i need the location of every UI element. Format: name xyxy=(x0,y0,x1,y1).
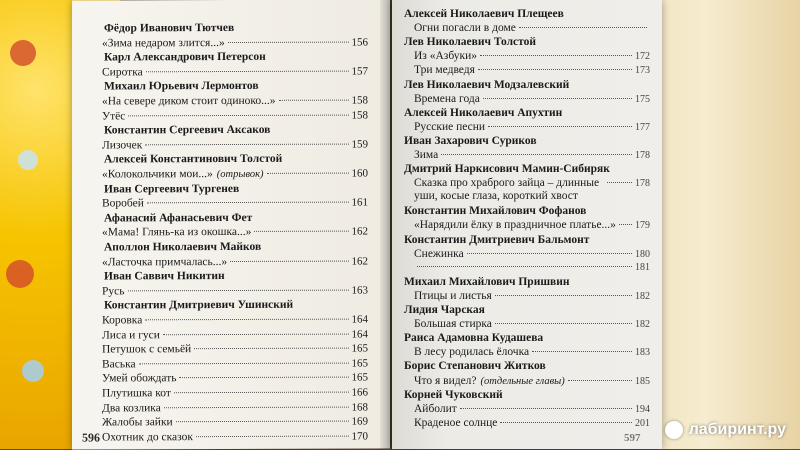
entry-title: Зима xyxy=(414,149,439,161)
cover-decoration xyxy=(18,150,38,170)
entry-page-number: 160 xyxy=(351,167,368,180)
dot-leader xyxy=(519,27,647,28)
toc-entry xyxy=(404,219,650,231)
entry-page-number: 185 xyxy=(635,375,650,387)
entry-title: Воробей xyxy=(102,197,144,210)
entry-page-number: 157 xyxy=(351,65,368,78)
author-name: Константин Дмитриевич Бальмонт xyxy=(404,233,590,246)
dot-leader xyxy=(607,182,632,183)
toc-author xyxy=(98,299,368,312)
entry-title: Огни погасли в доме xyxy=(414,22,516,35)
entry-page-number: 172 xyxy=(635,51,650,63)
entry-title: Коровка xyxy=(102,314,143,327)
entry-page-number: 168 xyxy=(351,401,368,414)
toc-author xyxy=(404,304,650,316)
dot-leader xyxy=(279,100,349,101)
entry-page-number: 177 xyxy=(635,121,650,133)
author-name: Корней Чуковский xyxy=(404,388,503,401)
entry-page-number: 164 xyxy=(351,313,368,326)
toc-author xyxy=(404,107,650,119)
entry-title: Времена года xyxy=(414,92,480,105)
entry-title: Русские песни xyxy=(414,120,486,133)
dot-leader xyxy=(500,422,632,423)
toc-entry xyxy=(404,346,650,358)
author-name: Иван Саввич Никитин xyxy=(104,270,225,283)
dot-leader xyxy=(147,202,349,204)
author-name: Алексей Николаевич Апухтин xyxy=(404,106,563,119)
entry-title: Краденое солнце xyxy=(414,416,498,429)
entry-title: «Ласточка примчалась...» xyxy=(102,255,228,269)
right-page xyxy=(392,0,662,449)
toc-entry xyxy=(98,65,368,78)
author-name: Фёдор Иванович Тютчев xyxy=(104,21,235,35)
dot-leader xyxy=(146,70,349,72)
author-name: Афанасий Афанасьевич Фет xyxy=(104,211,253,225)
toc-author xyxy=(404,276,650,288)
toc-entry xyxy=(404,50,650,62)
toc-entry xyxy=(98,138,368,151)
toc-entry xyxy=(404,64,650,76)
dot-leader xyxy=(532,351,632,352)
entry-title: Птицы и листья xyxy=(414,289,492,302)
toc-entry xyxy=(404,22,650,34)
entry-page-number: 180 xyxy=(635,248,650,260)
dot-leader xyxy=(568,380,632,381)
dot-leader xyxy=(176,421,349,423)
toc-entry xyxy=(98,357,368,370)
labirint-logo-icon xyxy=(665,421,683,439)
toc-entry xyxy=(404,121,650,133)
entry-title: Васька xyxy=(102,358,136,371)
toc-author xyxy=(404,36,650,48)
toc-entry xyxy=(404,248,650,260)
author-name: Константин Сергеевич Аксаков xyxy=(104,124,271,137)
dot-leader xyxy=(164,406,349,408)
dot-leader xyxy=(128,114,348,116)
entry-page-number: 182 xyxy=(635,319,650,331)
entry-title: Охотник до сказок xyxy=(102,430,193,444)
entry-title: Лиса и гуси xyxy=(102,328,160,342)
author-name: Лев Николаевич Толстой xyxy=(404,36,537,49)
dot-leader xyxy=(478,69,632,70)
entry-page-number: 162 xyxy=(351,255,368,268)
entry-title: Сказка про храброго зайца – длинные уши, косые глаза, короткий хвост xyxy=(414,177,600,203)
author-name: Михаил Юрьевич Лермонтов xyxy=(104,80,259,93)
author-name: Иван Захарович Суриков xyxy=(404,134,537,147)
dot-leader xyxy=(139,362,349,364)
toc-author xyxy=(98,22,368,35)
toc-author xyxy=(404,163,650,175)
cover-decoration xyxy=(22,360,44,382)
toc-author xyxy=(404,332,650,344)
entry-title: «На севере диком стоит одиноко...» xyxy=(102,94,276,108)
entry-title: Два козлика xyxy=(102,401,161,415)
entry-page-number: 181 xyxy=(635,261,650,273)
dot-leader xyxy=(145,319,348,321)
toc-entry xyxy=(404,93,650,105)
entry-title: Петушок с семьёй xyxy=(102,343,192,356)
toc-author xyxy=(404,234,650,246)
entry-title: «Нарядили ёлку в праздничное платье...» xyxy=(414,219,616,232)
toc-author xyxy=(404,135,650,147)
toc-author xyxy=(98,124,368,137)
toc-entry xyxy=(98,284,368,297)
entry-page-number: 170 xyxy=(351,430,368,443)
dot-leader xyxy=(163,333,349,335)
author-name: Борис Степанович Житков xyxy=(404,360,546,373)
toc-entry xyxy=(98,255,368,268)
entry-title: Утёс xyxy=(102,109,126,123)
watermark xyxy=(665,421,786,439)
toc-author xyxy=(98,211,368,224)
entry-page-number: 182 xyxy=(635,290,650,302)
dot-leader xyxy=(128,289,349,291)
toc-entry xyxy=(98,343,368,356)
author-name: Алексей Константинович Толстой xyxy=(104,153,283,166)
toc-author xyxy=(98,153,368,166)
dot-leader xyxy=(495,323,632,324)
author-name: Алексей Николаевич Плещеев xyxy=(404,8,564,20)
entry-title: Сиротка xyxy=(102,66,143,79)
toc-author xyxy=(98,270,368,283)
entry-title: Из «Азбуки» xyxy=(414,50,477,63)
entry-page-number: 166 xyxy=(351,386,368,399)
entry-title: Жалобы зайки xyxy=(102,416,173,429)
dot-leader xyxy=(467,253,632,254)
toc-author xyxy=(98,51,368,64)
entry-title: Снежинка xyxy=(414,247,464,260)
toc-entry xyxy=(98,109,368,122)
toc-author xyxy=(404,389,650,401)
author-name: Дмитрий Наркисович Мамин-Сибиряк xyxy=(404,163,610,176)
toc-author xyxy=(404,205,650,217)
toc-entry xyxy=(98,197,368,210)
entry-note: (отдельные главы) xyxy=(480,375,565,387)
dot-leader xyxy=(417,266,632,267)
author-name: Константин Михайлович Фофанов xyxy=(404,205,587,218)
toc-entry xyxy=(98,430,368,443)
toc-entry xyxy=(404,290,650,302)
entry-page-number: 183 xyxy=(635,347,650,359)
cover-decoration xyxy=(6,260,34,288)
dot-leader xyxy=(254,231,348,232)
dot-leader xyxy=(196,435,349,437)
author-name: Раиса Адамовна Кудашева xyxy=(404,332,544,345)
toc-entry xyxy=(404,318,650,330)
dot-leader xyxy=(230,260,348,261)
watermark-text: лабиринт.ру xyxy=(688,421,786,438)
dot-leader xyxy=(267,173,349,174)
entry-page-number: 158 xyxy=(351,94,368,107)
dot-leader xyxy=(145,143,348,145)
toc-author xyxy=(98,241,368,254)
author-name: Михаил Михайлович Пришвин xyxy=(404,275,570,288)
entry-title: Лизочек xyxy=(102,139,143,152)
entry-page-number: 201 xyxy=(635,417,650,429)
toc-entry xyxy=(98,387,368,400)
dot-leader xyxy=(194,348,348,350)
entry-title: Что я видел? xyxy=(414,374,477,387)
entry-page-number: 165 xyxy=(351,371,368,384)
dot-leader xyxy=(460,408,632,409)
toc-entry xyxy=(98,168,368,181)
entry-title: «Колокольчики мои...» xyxy=(102,168,213,181)
entry-page-number: 162 xyxy=(351,225,368,238)
dot-leader xyxy=(619,224,632,225)
toc-entry xyxy=(98,416,368,429)
author-name: Карл Александрович Петерсон xyxy=(104,51,266,64)
toc-author xyxy=(98,182,368,195)
toc-entry xyxy=(98,36,368,49)
entry-page-number: 173 xyxy=(635,65,650,77)
entry-page-number: 179 xyxy=(635,220,650,232)
toc-author xyxy=(98,80,368,93)
entry-title: Айболит xyxy=(414,402,457,415)
dot-leader xyxy=(480,55,632,56)
toc-entry xyxy=(404,262,650,273)
author-name: Константин Дмитриевич Ушинский xyxy=(104,299,294,312)
author-name: Аполлон Николаевич Майков xyxy=(104,240,262,254)
entry-page-number: 158 xyxy=(351,109,368,122)
toc-entry xyxy=(98,226,368,239)
entry-title: Плутишка кот xyxy=(102,387,171,400)
author-name: Лидия Чарская xyxy=(404,304,485,316)
toc-author xyxy=(404,79,650,91)
entry-page-number: 156 xyxy=(351,36,368,49)
dot-leader xyxy=(495,295,632,296)
entry-note: (отрывок) xyxy=(216,168,264,181)
toc-entry xyxy=(98,95,368,108)
entry-page-number: 163 xyxy=(351,284,368,297)
toc-entry xyxy=(98,328,368,341)
toc-author xyxy=(404,360,650,372)
toc-entry xyxy=(404,417,650,429)
entry-page-number: 165 xyxy=(351,357,368,370)
cover-decoration xyxy=(10,40,36,66)
entry-title: «Мама! Глянь-ка из окошка...» xyxy=(102,226,252,239)
entry-page-number: 165 xyxy=(351,342,368,355)
entry-title: Умей обождать xyxy=(102,372,177,385)
entry-title: Три медведя xyxy=(414,64,475,77)
dot-leader xyxy=(441,154,632,155)
entry-page-number: 194 xyxy=(635,403,650,415)
toc-entry xyxy=(98,372,368,385)
page-number: 597 xyxy=(624,432,641,444)
toc-entry xyxy=(404,375,650,387)
entry-title: Русь xyxy=(102,285,125,298)
dot-leader xyxy=(483,98,632,99)
toc-entry xyxy=(404,149,650,161)
entry-page-number: 159 xyxy=(351,138,368,151)
entry-page-number: 169 xyxy=(351,415,368,428)
toc-entry xyxy=(98,401,368,414)
entry-title: В лесу родилась ёлочка xyxy=(414,346,530,359)
dot-leader xyxy=(174,392,349,394)
dot-leader xyxy=(488,126,632,127)
entry-page-number: 164 xyxy=(351,328,368,341)
author-name: Лев Николаевич Модзалевский xyxy=(404,78,570,91)
entry-page-number: 161 xyxy=(351,196,368,209)
author-name: Иван Сергеевич Тургенев xyxy=(104,182,240,196)
toc-author xyxy=(404,8,650,20)
toc-entry xyxy=(98,314,368,327)
left-page xyxy=(72,0,390,450)
page-number: 596 xyxy=(82,430,100,445)
toc-entry xyxy=(404,177,650,203)
entry-page-number: 178 xyxy=(635,150,650,161)
entry-page-number: 175 xyxy=(635,93,650,105)
dot-leader xyxy=(228,41,349,42)
entry-title: Большая стирка xyxy=(414,318,492,331)
dot-leader xyxy=(179,377,348,379)
entry-title: «Зима недаром злится...» xyxy=(102,36,225,50)
toc-entry xyxy=(404,403,650,415)
entry-page-number: 178 xyxy=(635,178,650,190)
